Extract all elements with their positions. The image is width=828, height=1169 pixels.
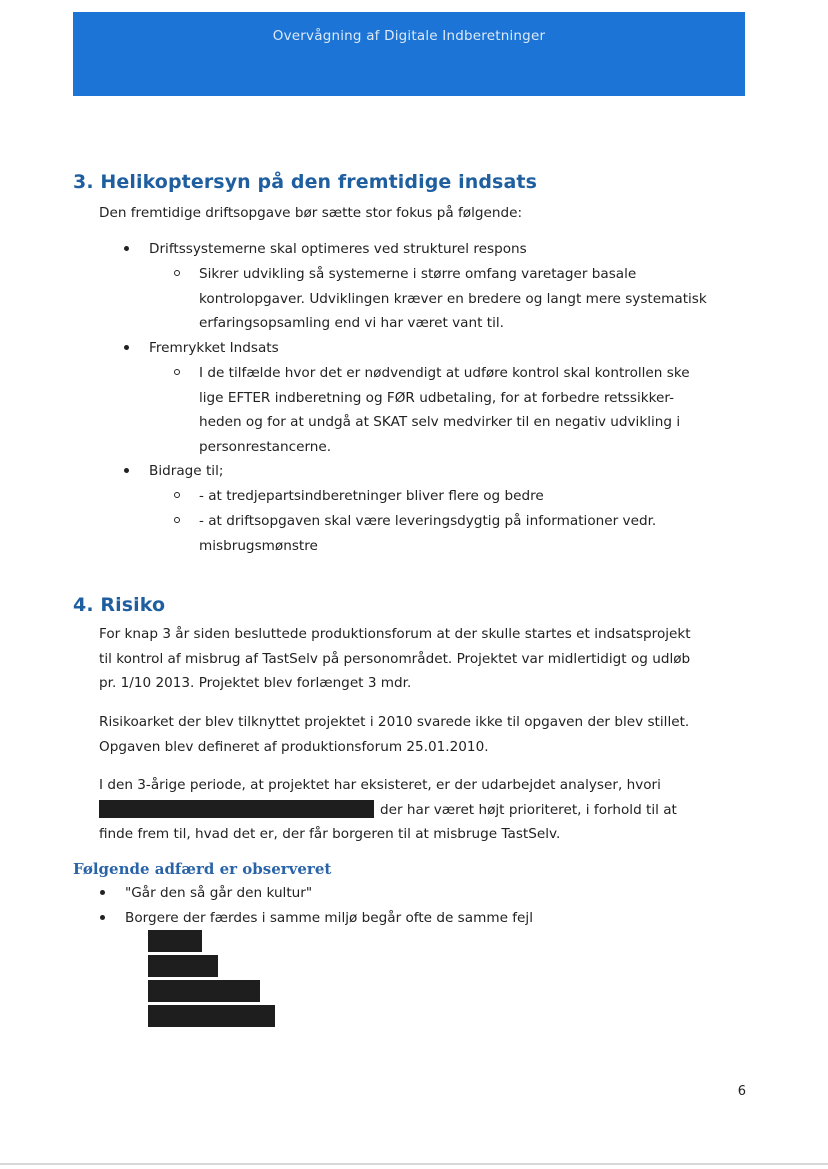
sub-list-item bbox=[174, 484, 744, 509]
section-4-paragraph-2 bbox=[99, 710, 689, 759]
paragraph-line: til kontrol af misbrug af TastSelv på personområdet. Projektet var midlertidigt og udløb bbox=[99, 650, 691, 667]
sub-list-item bbox=[174, 361, 744, 459]
section-3-intro: Den fremtidige driftsopgave bør sætte stor fokus på følgende: bbox=[99, 205, 523, 221]
bullet-dot-icon bbox=[124, 345, 129, 350]
page-number: 6 bbox=[737, 1084, 746, 1099]
paragraph-line-with-redaction bbox=[99, 798, 749, 823]
list-item bbox=[124, 336, 744, 361]
section-4-heading bbox=[73, 594, 165, 616]
circle-bullet-icon bbox=[174, 492, 180, 498]
sub-item-line: Sikrer udvikling så systemerne i større omfang varetager basale bbox=[199, 266, 637, 282]
circle-bullet-icon bbox=[174, 270, 180, 276]
sub-item-line: erfaringsopsamling end vi har været vant til. bbox=[199, 315, 504, 331]
list-item-label: Fremrykket Indsats bbox=[149, 340, 279, 356]
section-3-heading bbox=[73, 171, 537, 193]
sub-item-line: misbrugsmønstre bbox=[199, 537, 318, 554]
list-item bbox=[100, 881, 740, 906]
circle-bullet-icon bbox=[174, 517, 180, 523]
section-4-paragraph-1 bbox=[99, 622, 691, 696]
header-title: Overvågning af Digitale Indberetninger bbox=[272, 28, 546, 44]
bullet-dot-icon bbox=[100, 915, 105, 920]
section-4-number: 4. bbox=[73, 594, 94, 616]
sub-list-item bbox=[174, 262, 744, 336]
list-item bbox=[124, 459, 744, 484]
paragraph-line: pr. 1/10 2013. Projektet blev forlænget 3 mdr. bbox=[99, 675, 412, 691]
section-4-title: Risiko bbox=[100, 594, 166, 616]
observed-heading: Følgende adfærd er observeret bbox=[73, 860, 332, 878]
redaction-block bbox=[148, 980, 260, 1002]
sub-item-line: lige EFTER indberetning og FØR udbetaling, for at forbedre retssikker- bbox=[199, 389, 674, 406]
sub-item-line: I de tilfælde hvor det er nødvendigt at udføre kontrol skal kontrollen ske bbox=[199, 365, 690, 381]
circle-bullet-icon bbox=[174, 369, 180, 375]
redaction-block bbox=[99, 800, 374, 818]
paragraph-line: Opgaven blev defineret af produktionsforum 25.01.2010. bbox=[99, 738, 489, 755]
bullet-dot-icon bbox=[100, 890, 105, 895]
section-3-number: 3. bbox=[73, 171, 94, 193]
sub-item-line: - at tredjepartsindberetninger bliver flere og bedre bbox=[199, 488, 544, 504]
paragraph-line: For knap 3 år siden besluttede produktionsforum at der skulle startes et indsatsprojekt bbox=[99, 626, 691, 642]
header-banner bbox=[73, 12, 745, 96]
paragraph-line: I den 3-årige periode, at projektet har eksisteret, er der udarbejdet analyser, hvori bbox=[99, 777, 661, 793]
page-bottom-edge bbox=[0, 1163, 828, 1165]
list-item bbox=[124, 237, 744, 262]
list-item-label: "Går den så går den kultur" bbox=[125, 885, 313, 901]
list-item-label: Bidrage til; bbox=[149, 463, 224, 479]
redaction-block bbox=[148, 930, 202, 952]
sub-item-line: - at driftsopgaven skal være leveringsdygtig på informationer vedr. bbox=[199, 513, 657, 529]
bullet-dot-icon bbox=[124, 468, 129, 473]
bullet-dot-icon bbox=[124, 246, 129, 251]
redaction-block bbox=[148, 955, 218, 977]
section-4-paragraph-3 bbox=[99, 773, 749, 847]
paragraph-line: Risikoarket der blev tilknyttet projektet i 2010 svarede ikke til opgaven der blev stillet. bbox=[99, 714, 690, 730]
paragraph-line: finde frem til, hvad det er, der får borgeren til at misbruge TastSelv. bbox=[99, 826, 561, 842]
list-item bbox=[100, 906, 740, 931]
paragraph-line-fragment: der har været højt prioriteret, i forhold til at bbox=[380, 801, 677, 818]
redaction-block bbox=[148, 1005, 275, 1027]
section-3-title: Helikoptersyn på den fremtidige indsats bbox=[100, 171, 537, 193]
sub-list-item bbox=[174, 509, 744, 559]
sub-item-line: heden og for at undgå at SKAT selv medvirker til en negativ udvikling i bbox=[199, 414, 681, 430]
list-item-label: Driftssystemerne skal optimeres ved strukturel respons bbox=[149, 241, 527, 257]
list-item-label: Borgere der færdes i samme miljø begår ofte de samme fejl bbox=[125, 910, 533, 926]
sub-item-line: personrestancerne. bbox=[199, 438, 332, 455]
sub-item-line: kontrolopgaver. Udviklingen kræver en bredere og langt mere systematisk bbox=[199, 290, 707, 307]
